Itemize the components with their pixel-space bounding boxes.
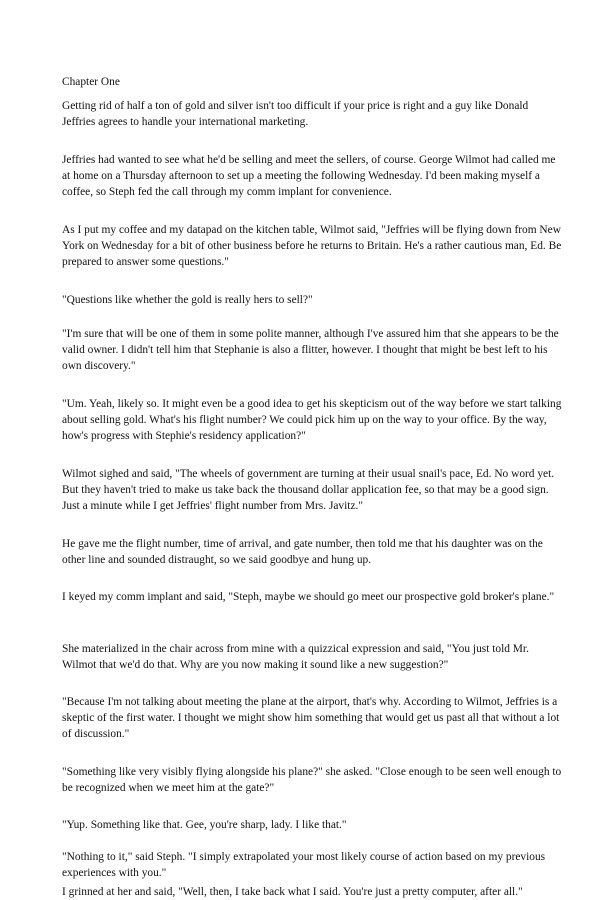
- paragraph: Getting rid of half a ton of gold and silver isn't too difficult if your price is right and a guy like Donald Jeffries agrees to handle your international marketing.: [62, 100, 529, 129]
- paragraph: "I'm sure that will be one of them in some polite manner, although I've assured him that she appears to be the valid owner. I didn't tell him that Stephanie is also a flitter, however. I thought that might be best left to his own discovery.": [62, 328, 559, 373]
- paragraph: She materialized in the chair across from mine with a quizzical expression and said, "You just told Mr. Wilmot that we'd do that. Why are you now making it sound like a new suggestion?": [62, 643, 529, 672]
- chapter-title: Chapter One: [62, 76, 120, 88]
- paragraph: I keyed my comm implant and said, "Steph, maybe we should go meet our prospective gold broker's plane.": [62, 591, 555, 603]
- paragraph: "Questions like whether the gold is really hers to sell?": [62, 294, 313, 306]
- paragraph: "Um. Yeah, likely so. It might even be a good idea to get his skepticism out of the way before we start talking about selling gold. What's his flight number? We could pick him up on the way to your office. By the way, how's progress with Stephie's residency application?": [62, 398, 562, 443]
- paragraph: "Because I'm not talking about meeting the plane at the airport, that's why. According to Wilmot, Jeffries is a skeptic of the first water. I thought we might show him something that would get us past all that without a lot of discussion.": [62, 696, 560, 741]
- paragraph: As I put my coffee and my datapad on the kitchen table, Wilmot said, "Jeffries will be flying down from New York on Wednesday for a bit of other business before he returns to Britain. He's a rather cautious man, Ed. Be prepared to answer some questions.": [62, 224, 562, 269]
- paragraph: Jeffries had wanted to see what he'd be selling and meet the sellers, of course. George Wilmot had called me at home on a Thursday afternoon to set up a meeting the following Wednesday. I'd been making myself a coffee, so Steph fed the call through my comm implant for convenience.: [62, 154, 556, 199]
- paragraph: "Something like very visibly flying alongside his plane?" she asked. "Close enough to be seen well enough to be recognized when we meet him at the gate?": [62, 766, 562, 795]
- paragraph: I grinned at her and said, "Well, then, I take back what I said. You're just a pretty computer, after all.": [62, 886, 523, 898]
- paragraph: "Yup. Something like that. Gee, you're sharp, lady. I like that.": [62, 819, 347, 831]
- paragraph: "Nothing to it," said Steph. "I simply extrapolated your most likely course of action based on my previous experiences with you.": [62, 851, 546, 880]
- paragraph: Wilmot sighed and said, "The wheels of government are turning at their usual snail's pace, Ed. No word yet. But they haven't tried to make us take back the thousand dollar application fee, so that may be a good sign. Just a minute while I get Jeffries' flight number from Mrs. Javitz.": [62, 468, 555, 513]
- paragraph: He gave me the flight number, time of arrival, and gate number, then told me that his daughter was on the other line and sounded distraught, so we said goodbye and hung up.: [62, 538, 543, 567]
